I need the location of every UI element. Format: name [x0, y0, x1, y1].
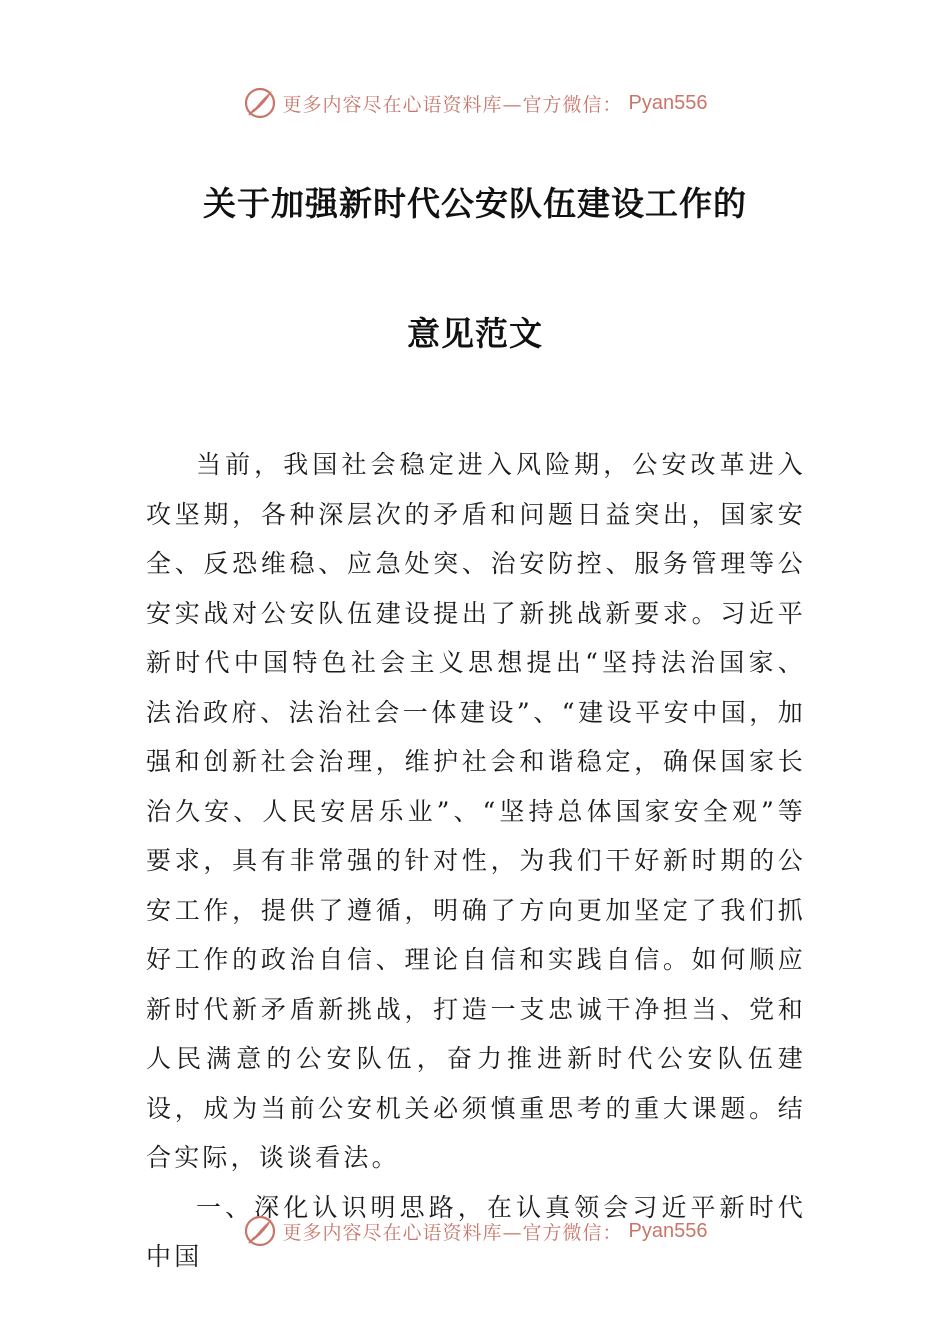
watermark-id: Pyan556 — [628, 91, 708, 114]
watermark-text: 更多内容尽在心语资料库—官方微信： — [282, 93, 623, 116]
document-body — [146, 440, 806, 1282]
quill-logo-icon — [243, 1214, 277, 1248]
quill-logo-icon — [243, 86, 277, 120]
watermark-id: Pyan556 — [628, 1219, 708, 1242]
document-title-line-2: 意见范文 — [407, 314, 543, 353]
document-title-line-1: 关于加强新时代公安队伍建设工作的 — [203, 184, 747, 223]
watermark-footer — [0, 1214, 950, 1248]
watermark-text: 更多内容尽在心语资料库—官方微信： — [282, 1221, 623, 1244]
paragraph-section-1: 一、深化认识明思路，在认真领会习近平新时代中国 — [146, 1192, 806, 1271]
paragraph-intro: 当前，我国社会稳定进入风险期，公安改革进入攻坚期，各种深层次的矛盾和问题日益突出，国家安全、反恐维稳、应急处突、治安防控、服务管理等公安实战对公安队伍建设提出了新挑战新要求。习近平新时代中国特色社会主义思想提出“坚持法治国家、法治政府、法治社会一体建设”、“建设平安中国，加强和创新社会治理，维护社会和谐稳定，确保国家长治久安、人民安居乐业”、“坚持总体国家安全观”等要求，具有非常强的针对性，为我们干好新时期的公安工作，提供了遵循，明确了方向更加坚定了我们抓好工作的政治自信、理论自信和实践自信。如何顺应新时代新矛盾新挑战，打造一支忠诚干净担当、党和人民满意的公安队伍，奋力推进新时代公安队伍建设，成为当前公安机关必须慎重思考的重大课题。结合实际，谈谈看法。 — [146, 450, 806, 1172]
watermark-header — [0, 86, 950, 120]
